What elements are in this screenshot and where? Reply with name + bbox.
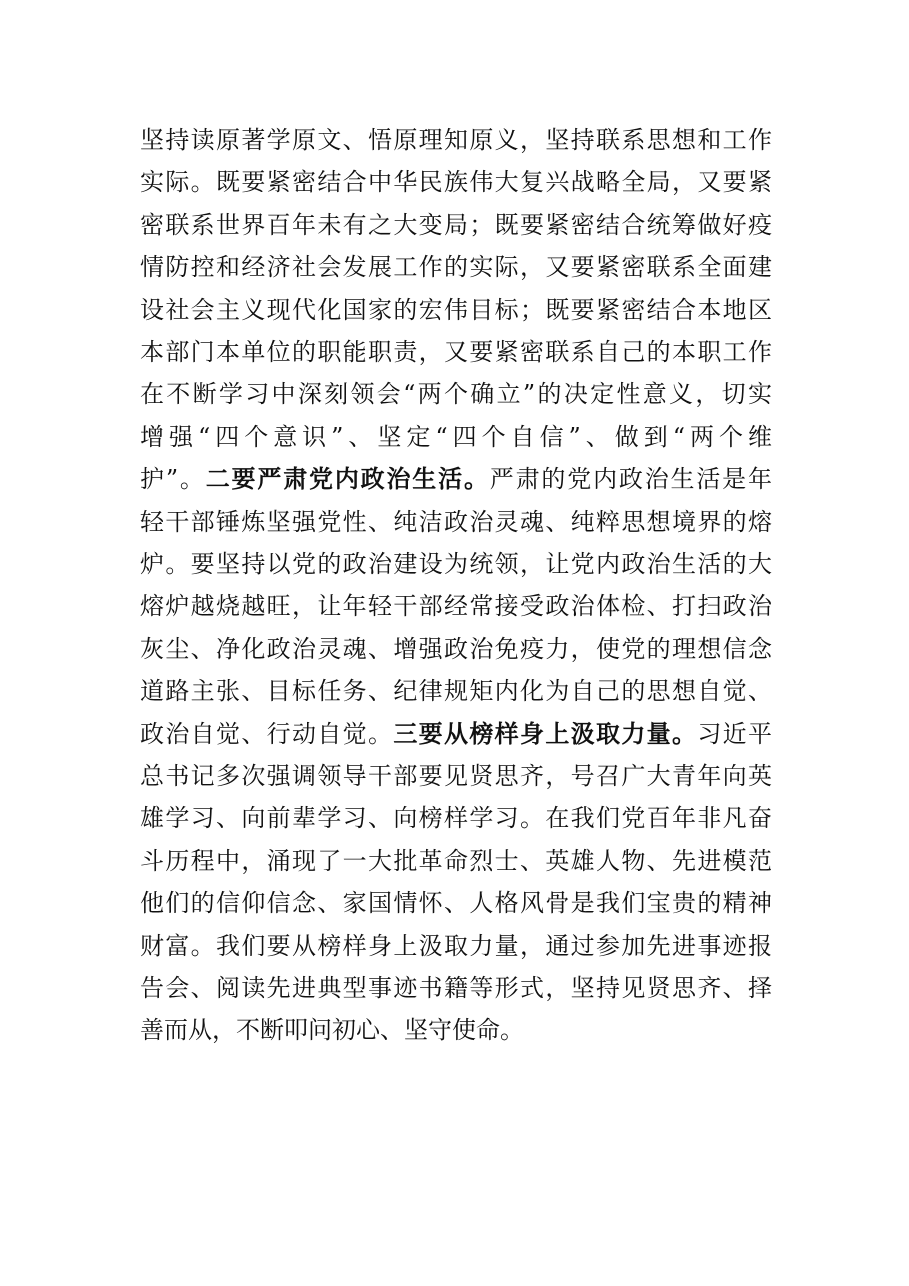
text-segment: 雄学习、向前辈学习、向榜样学习。在我们党百年非凡奋 xyxy=(140,804,772,833)
text-segment: 灰尘、净化政治灵魂、增强政治免疫力，使党的理想信念 xyxy=(140,634,772,663)
text-line xyxy=(140,756,772,796)
text-line xyxy=(140,671,772,711)
text-line xyxy=(140,332,772,372)
text-line xyxy=(140,841,772,881)
text-line xyxy=(140,968,772,1008)
text-segment: 本部门本单位的职能职责，又要紧密联系自己的本职工作 xyxy=(140,338,772,366)
text-segment: 告会、阅读先进典型事迹书籍等形式，坚持见贤思齐、择 xyxy=(140,974,772,1002)
text-line xyxy=(140,162,772,202)
text-line xyxy=(140,629,772,669)
text-line xyxy=(140,883,772,923)
text-segment: 政治自觉、行动自觉。 xyxy=(140,719,394,748)
text-segment: 熔炉越烧越旺，让年轻干部经常接受政治体检、打扫政治 xyxy=(140,592,772,621)
bold-heading-text: 三要从榜样身上汲取力量。 xyxy=(393,718,698,748)
text-line xyxy=(140,714,772,754)
text-line xyxy=(140,290,772,330)
text-segment: 道路主张、目标任务、纪律规矩内化为自己的思想自觉、 xyxy=(140,677,772,706)
text-line xyxy=(140,502,772,542)
text-line xyxy=(140,586,772,626)
text-line xyxy=(140,459,772,499)
text-segment: 习近平 xyxy=(697,719,772,748)
text-segment: 善而从，不断叩问初心、坚守使命。 xyxy=(140,1016,524,1045)
text-segment: 实际。既要紧密结合中华民族伟大复兴战略全局，又要紧 xyxy=(140,168,772,197)
bold-heading-text: 二要严肃党内政治生活。 xyxy=(205,464,490,494)
text-segment: 总书记多次强调领导干部要见贤思齐，号召广大青年向英 xyxy=(140,762,772,790)
text-segment: 财富。我们要从榜样身上汲取力量，通过参加先进事迹报 xyxy=(140,931,772,960)
text-segment: 炉。要坚持以党的政治建设为统领，让党内政治生活的大 xyxy=(140,550,772,578)
text-segment: 设社会主义现代化国家的宏伟目标；既要紧密结合本地区 xyxy=(140,295,772,324)
text-line xyxy=(140,205,772,245)
text-segment: 他们的信仰信念、家国情怀、人格风骨是我们宝贵的精神 xyxy=(140,889,772,918)
text-line xyxy=(140,374,772,414)
text-segment: 护”。 xyxy=(140,465,206,494)
text-segment: 严肃的党内政治生活是年 xyxy=(489,465,772,494)
text-line xyxy=(140,247,772,287)
text-segment: 情防控和经济社会发展工作的实际，又要紧密联系全面建 xyxy=(140,253,772,282)
text-line xyxy=(140,926,772,966)
text-line xyxy=(140,544,772,584)
text-segment: 斗历程中，涌现了一大批革命烈士、英雄人物、先进模范 xyxy=(140,846,772,875)
text-segment: 密联系世界百年未有之大变局；既要紧密结合统筹做好疫 xyxy=(140,210,772,239)
text-segment: 在不断学习中深刻领会“两个确立”的决定性意义，切实 xyxy=(140,380,772,409)
text-segment: 轻干部锤炼坚强党性、纯洁政治灵魂、纯粹思想境界的熔 xyxy=(140,507,772,536)
text-line xyxy=(140,417,772,457)
text-line xyxy=(140,798,772,838)
text-line xyxy=(140,1010,772,1050)
text-segment: 增强“四个意识”、坚定“四个自信”、做到“两个维 xyxy=(140,422,772,451)
text-segment: 坚持读原著学原文、悟原理知原义，坚持联系思想和工作 xyxy=(140,126,772,154)
text-line xyxy=(140,120,772,160)
